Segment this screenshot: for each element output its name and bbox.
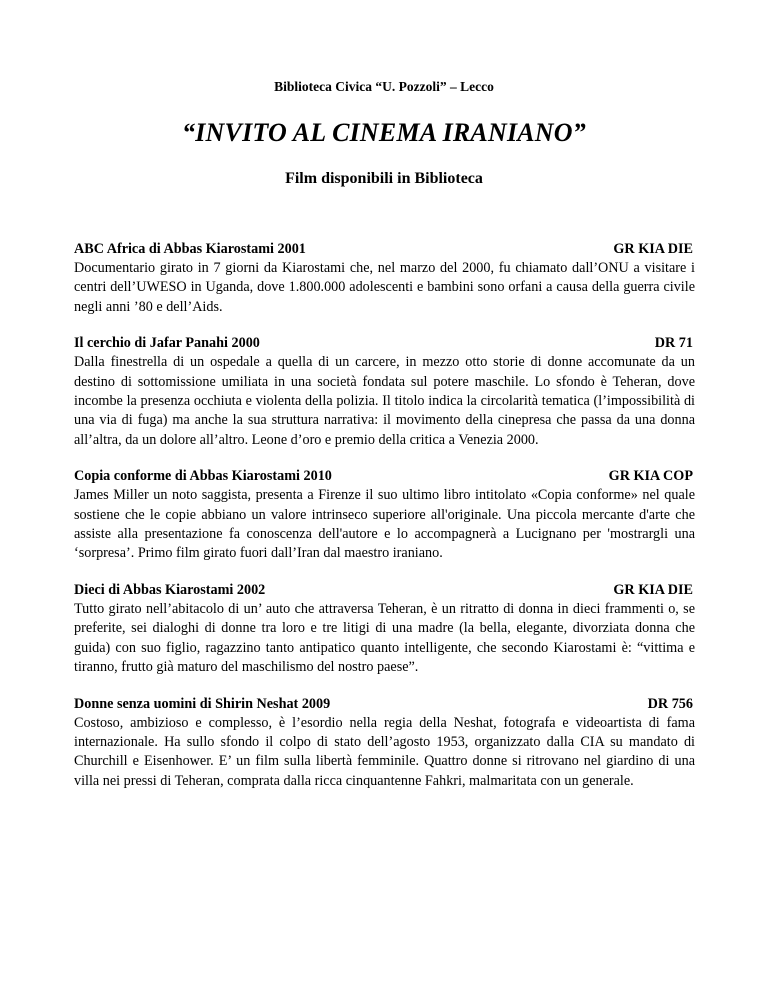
film-title: Dieci di Abbas Kiarostami 2002 <box>74 581 266 598</box>
film-description: Tutto girato nell’abitacolo di un’ auto che attraversa Teheran, è un ritratto di donna in dieci frammenti o, se preferite, sei dialoghi di donne tra loro e tre litigi di una madre (la bella, elegante, divorziata donna che guida) con suo figlio, ragazzino tanto antipatico quanto intelligente, che secondo Kiarostami è: “vittima e tiranno, frutto già maturo del maschilismo del nostro paese”. <box>74 600 695 676</box>
film-heading-row <box>74 467 695 486</box>
film-entry <box>74 240 695 317</box>
film-entry <box>74 695 695 792</box>
film-shelf-code: GR KIA DIE <box>613 241 693 257</box>
film-heading-row <box>74 581 695 600</box>
film-description: Dalla finestrella di un ospedale a quella di un carcere, in mezzo otto storie di donne accomunate da un destino di sottomissione umiliata in una società fondata sul potere maschile. Lo sfondo è Teheran, dove incombe la presenza occhiuta e violenta della polizia. Il titolo indica la circolarità tematica (l’impossibilità di una via di fuga) ma anche la sua struttura narrativa: il movimento della cinepresa che passa da una donna all’altra, da un dolore all’altro. Leone d’oro e premio della critica a Venezia 2000. <box>74 354 695 448</box>
film-shelf-code: GR KIA DIE <box>613 581 693 598</box>
film-heading-row <box>74 334 695 353</box>
film-heading-row <box>74 240 695 259</box>
film-title: Copia conforme di Abbas Kiarostami 2010 <box>74 468 332 485</box>
film-title: Il cerchio di Jafar Panahi 2000 <box>74 335 260 352</box>
film-heading-row <box>74 695 695 714</box>
page-subtitle: Film disponibili in Biblioteca <box>285 170 483 187</box>
film-shelf-code: DR 756 <box>647 695 693 712</box>
page-title: “INVITO AL CINEMA IRANIANO” <box>182 118 586 147</box>
film-description: Documentario girato in 7 giorni da Kiarostami che, nel marzo del 2000, fu chiamato dall’ONU a visitare i centri dell’UWESO in Uganda, dove 1.800.000 adolescenti e bambini sono orfani a causa della guerra civile negli anni ’80 e dell’Aids. <box>74 260 695 315</box>
film-list <box>74 240 695 808</box>
library-name: Biblioteca Civica “U. Pozzoli” – Lecco <box>274 79 494 94</box>
film-shelf-code: GR KIA COP <box>608 468 693 485</box>
film-shelf-code: DR 71 <box>654 335 693 352</box>
film-title: Donne senza uomini di Shirin Neshat 2009 <box>74 695 331 712</box>
film-entry <box>74 581 695 678</box>
film-title: ABC Africa di Abbas Kiarostami 2001 <box>74 241 306 257</box>
film-description: Costoso, ambizioso e complesso, è l’esordio nella regia della Neshat, fotografa e videoartista di fama internazionale. Ha sullo sfondo il colpo di stato dell’agosto 1953, organizzato dalla CIA su mandato di Churchill e Eisenhower. E’ un film sulla libertà femminile. Quattro donne si ritrovano nel giardino di una villa nei pressi di Teheran, comprata dalla ricca cinquantenne Fahkri, malmaritata con un generale. <box>74 714 695 789</box>
film-description: James Miller un noto saggista, presenta a Firenze il suo ultimo libro intitolato «Copia conforme» nel quale sostiene che le copie abbiano un valore intrinseco superiore all'originale. Una piccola mercante d'arte che assiste alla presentazione fa conoscenza dell'autore e lo accompagnerà a Lucignano per 'mostrargli una ‘sorpresa’. Primo film girato fuori dall’Iran dal maestro iraniano. <box>74 487 695 562</box>
film-entry <box>74 467 695 564</box>
film-entry <box>74 334 695 450</box>
